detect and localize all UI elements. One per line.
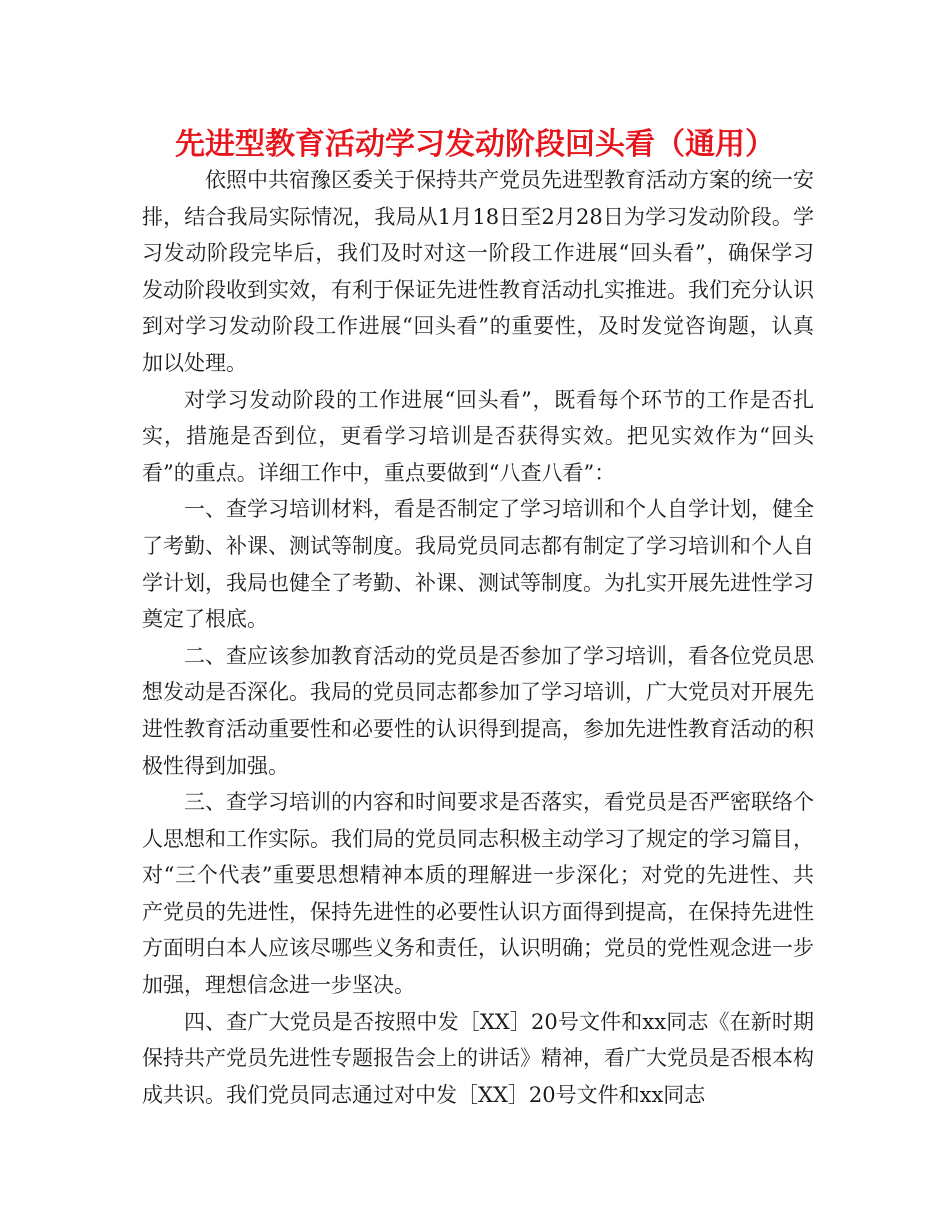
paragraph-check-three: 三、查学习培训的内容和时间要求是否落实，看党员是否严密联络个人思想和工作实际。我们局的党员同志积极主动学习了规定的学习篇目，对“三个代表”重要思想精神本质的理解进一步深化；对党的先进性、共产党员的先进性，保持先进性的必要性认识方面得到提高，在保持先进性方面明白本人应该尽哪些义务和责任，认识明确；党员的党性观念进一步加强，理想信念进一步坚决。 bbox=[142, 790, 814, 998]
paragraph-check-two: 二、查应该参加教育活动的党员是否参加了学习培训，看各位党员思想发动是否深化。我局的党员同志都参加了学习培训，广大党员对开展先进性教育活动重要性和必要性的认识得到提高，参加先进性教育活动的积极性得到加强。 bbox=[142, 643, 814, 778]
paragraph-check-one: 一、查学习培训材料，看是否制定了学习培训和个人自学计划，健全了考勤、补课、测试等制度。我局党员同志都有制定了学习培训和个人自学计划，我局也健全了考勤、补课、测试等制度。为扎实开展先进性学习奠定了根底。 bbox=[142, 497, 814, 632]
document-title: 先进型教育活动学习发动阶段回头看（通用） bbox=[175, 127, 775, 162]
paragraph-intro: 依照中共宿豫区委关于保持共产党员先进型教育活动方案的统一安排，结合我局实际情况，我局从1月18日至2月28日为学习发动阶段。学习发动阶段完毕后，我们及时对这一阶段工作进展“回头看”，确保学习发动阶段收到实效，有利于保证先进性教育活动扎实推进。我们充分认识到对学习发动阶段工作进展“回头看”的重要性，及时发觉咨询题，认真加以处理。 bbox=[142, 168, 814, 375]
paragraph-review-focus: 对学习发动阶段的工作进展“回头看”，既看每个环节的工作是否扎实，措施是否到位，更看学习培训是否获得实效。把见实效作为“回头看”的重点。详细工作中，重点要做到“八查八看”： bbox=[142, 387, 814, 485]
document-body bbox=[142, 162, 814, 1113]
paragraph-check-four: 四、查广大党员是否按照中发［XX］20号文件和xx同志《在新时期保持共产党员先进性专题报告会上的讲话》精神，看广大党员是否根本构成共识。我们党员同志通过对中发［XX］20号文件和xx同志 bbox=[142, 1009, 814, 1107]
